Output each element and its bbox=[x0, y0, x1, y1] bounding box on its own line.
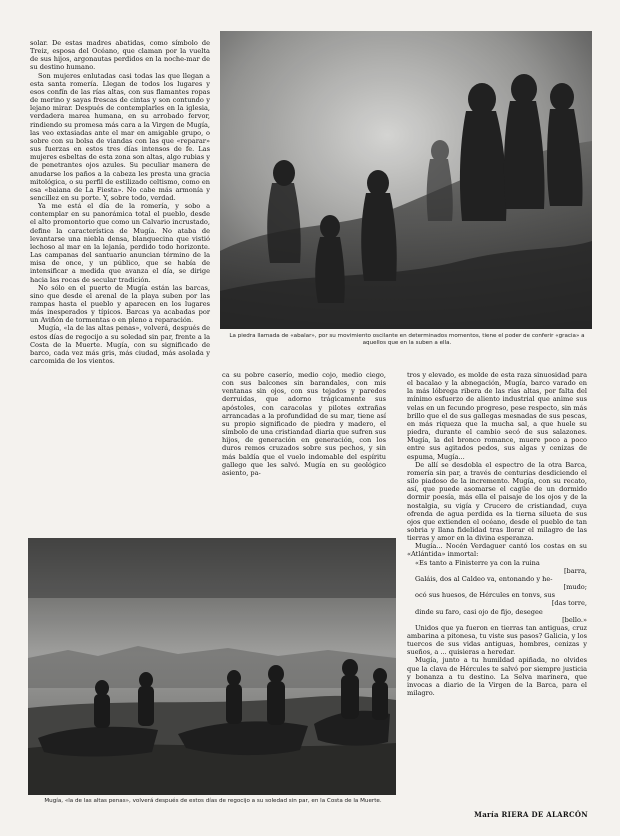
photo-pilgrims-on-rock bbox=[220, 31, 592, 329]
photo-top-image bbox=[220, 31, 592, 329]
article-column-2 bbox=[222, 371, 386, 477]
paragraph: Mugía, junto a tu humildad apiñada, no olvides que la clava de Hércules te salvó por siempre justicia y bonanza a tu destino. La Selva marinera, que invocas a diario de la Virgen de la Barca, para el milagro. bbox=[407, 656, 587, 698]
poem-quote bbox=[407, 559, 587, 624]
paragraph: ca su pobre caserío, medio cojo, medio ciego, con sus balcones sin barandales, con mis ventanas sin ojos, con sus tejados y paredes derruidas, que adorno trágicamente sus apóstoles, con caracolas y pilotes extrañas arrancadas a la profundidad de su mar, tiene así su propio significado de piedra y madero, el símbolo de una cristiandad diaria que sufren sus hijos, de generación en generación, con los duros remos cruzados sobre sus pechos, y sin más baldía que el vuelo indomable del espíritu gallego que les salvó. Mugía en su geológico asiento, pa- bbox=[222, 371, 386, 477]
photo-top-caption: La piedra llamada de «abalar», por su movimiento oscilante en determinados momentos, tiene el poder de conferir «gracia» a aquellos que en la suben a ella. bbox=[229, 333, 585, 346]
poem-line: [mudo; bbox=[563, 583, 587, 592]
author-signature: María RIERA DE ALARCÓN bbox=[474, 810, 588, 819]
paragraph: Mugía... Nocén Verdaguer cantó los costas en su «Atlántida» inmortal: bbox=[407, 542, 587, 559]
paragraph: No sólo en el puerto de Mugía están las barcas, sino que desde el arenal de la playa suben por las rampas hasta el pueblo y aparecen en los lugares más inesperados y típicos. Barcas ya acabadas por un Aviñón de tormentas o en pleno a reparación. bbox=[30, 283, 210, 325]
photo-bottom-image bbox=[28, 538, 396, 795]
paragraph: De allí se desdobla el espectro de la otra Barca, romería sin par, a través de centurias desdiciendo el silo piadoso de la incremento. Mugía, con su recato, así, que puede asomarse el cagüe de un dormido dormir poesía, más ella el paisaje de los ojos y de la nostalgia, su vigía y Crucero de cristiandad, cuya ofrenda de agua perdida es la tierna silueta de sus ojos que extienden el océano, desde el pueblo de tan sobria y llana fidelidad tras llorar el milagro de las tierras y amor en la divina esperanza. bbox=[407, 460, 587, 543]
poem-line: dinde su faro, casi ojo de fijo, desegee bbox=[415, 607, 543, 616]
poem-line: [das torre, bbox=[551, 599, 587, 608]
photo-boats-on-beach bbox=[28, 538, 396, 795]
paragraph: Mugía, «la de las altas penas», volverá, después de estos días de regocijo a su soledad sin par, frente a la Costa de la Muerte. Mugía, con su significado de barco, cada vez más gris, más ciudad, más asolada y carcomida de los vientos. bbox=[30, 324, 210, 366]
poem-line: «Es tanto a Finisterre ya con la ruina bbox=[415, 558, 540, 567]
paragraph: Ya me está el día de la romería, y sobo a contemplar en su panorámica total el pueblo, desde el alto promontorio que como un Calvario incrustado, define la característica de Mugía. No ataba de levantarse una niebla densa, blanquecina que vistió lechoso al mar en la lejanía, perdido todo horizonte. Las campanas del santuario anuncian término de la misa de once, y un público, que se había de intensificar a medida que avanza el día, se dirige hacia las rocas de secular tradición. bbox=[30, 202, 210, 284]
article-column-1 bbox=[30, 39, 210, 365]
article-column-3 bbox=[407, 371, 587, 697]
poem-line: ocó sus huesos, de Hércules en tonvs, sus bbox=[415, 591, 556, 600]
poem-line: [bello.» bbox=[562, 615, 587, 624]
photo-bottom-caption: Mugía, «la de las altas penas», volverá después de estos días de regocijo a su soledad sin par, en la Costa de la Muerte. bbox=[44, 798, 382, 804]
paragraph: Son mujeres enlutadas casi todas las que llegan a esta santa romería. Llegan de todos los lugares y esos confín de las rías altas, con sus flamantes ropas de merino y sayas frescas de cintas y son contundo y lejano mirar. Después de contemplarles en la iglesia, verdadera marea humana, en su arrobado fervor, rindiendo su promesa más cara a la Virgen de Mugía, las veo extasiadas ante el mar en amigable grupo, o sobre con su bolsa de viandas con las que «reparar» sus fuerzas en estos tres días intensos de fe. Las mujeres esbeltas de esta zona son altas, algo rubias y de penetrantes ojos azules. Su peculiar manera de anudarse los paños a la cabeza les presta una gracia mitológica, o su perfil de estilizado celtismo, como en esa «baiana de La Fiesta». No cabe más armonía y sencillez en su porte. Y, sobre todo, verdad. bbox=[30, 71, 210, 202]
poem-line: [barra, bbox=[563, 566, 587, 575]
poem-line: Galáis, dos al Caldeo va, entonando y he- bbox=[415, 574, 553, 583]
paragraph: tros y elevado, es molde de esta raza sinuosidad para el bacalao y la abnegación, Mugía, barco varado en la más lóbrega ribera de las rías altas, por falta del mínimo esfuerzo de aliento industrial que anime sus velas en un fecundo progreso, pese respecto, sin más brillo que el de sus gallegas mesnadas de sus pescas, en más riqueza que la mucha sal, a que huele su piedra, durante el cambio secó de sus salazones. Mugía, la del bronco romance, muere poco a poco entre sus agitados pedos, sus algas y cenizas de espuma, Mugía... bbox=[407, 371, 587, 461]
paragraph: Unidos que ya fueron en tierras tan antiguas, cruz ambarina a pitonesa, tu viste sus pasos? Galicia, y los tuercos de sus vidas antiguas, hombres, cenizas y sueños, a ... quisieras a heredar. bbox=[407, 623, 587, 657]
paragraph: solar. De estas madres abatidas, como símbolo de Treiz, esposa del Océano, que claman por la vuelta de sus hijos, argonautas perdidos en la noche-mar de su destino humano. bbox=[30, 39, 210, 72]
